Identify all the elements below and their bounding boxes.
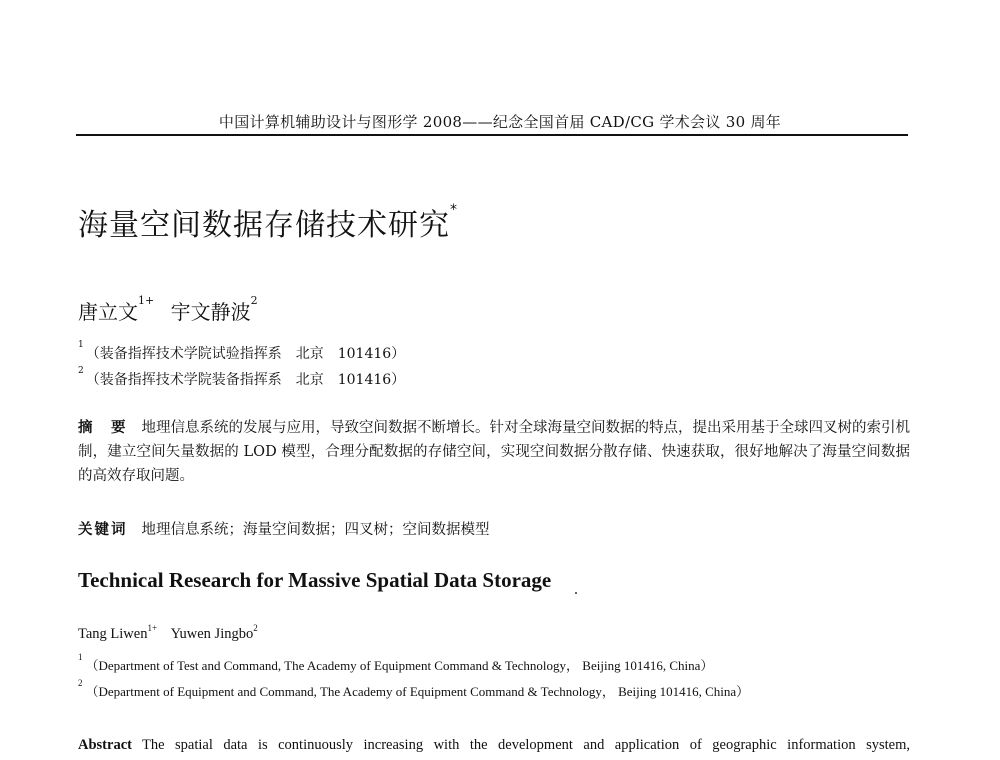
title-english: Technical Research for Massive Spatial Data Storage (78, 568, 552, 592)
affil-text: （装备指挥技术学院装备指挥系 北京 101416） (85, 372, 406, 388)
scan-speck (575, 592, 577, 594)
affil-mark: 1 (78, 340, 84, 350)
affil-text: （装备指挥技术学院试验指挥系 北京 101416） (85, 346, 406, 362)
author-name: 唐立文 (78, 300, 138, 324)
title-chinese (78, 200, 458, 244)
header-rule (76, 134, 908, 136)
affiliation-english (78, 678, 750, 700)
abstract-english (78, 737, 910, 754)
affil-mark: 1 (78, 652, 83, 662)
abstract-text: The spatial data is continuously increasing with the development and application of geographic information system, (141, 737, 910, 753)
author-affil-mark: 2 (250, 294, 258, 307)
author-affil-mark: 1+ (138, 294, 155, 307)
author-affil-mark: 1+ (147, 623, 158, 633)
author-name: 宇文静波 (170, 300, 251, 324)
abstract-label: Abstract (78, 737, 132, 753)
author-affil-mark: 2 (253, 623, 258, 633)
affil-text: （Department of Test and Command, The Academy of Equipment Command & Technology， Beijing 101416, China） (85, 658, 714, 673)
affiliation-chinese (78, 340, 406, 363)
authors-english (78, 623, 258, 643)
affil-text: （Department of Equipment and Command, The Academy of Equipment Command & Technology， Beijing 101416, China） (85, 684, 750, 699)
abstract-label: 摘 要 (78, 420, 128, 436)
affiliation-english (78, 652, 714, 674)
affil-mark: 2 (78, 678, 83, 688)
author-name: Tang Liwen (78, 626, 148, 642)
authors-chinese (78, 296, 258, 325)
affil-mark: 2 (78, 366, 84, 376)
title-footnote-mark: * (450, 202, 458, 218)
keywords-text: 地理信息系统；海量空间数据；四叉树；空间数据模型 (141, 522, 490, 538)
abstract-text: 地理信息系统的发展与应用，导致空间数据不断增长。针对全球海量空间数据的特点，提出采用基于全球四叉树的索引机制，建立空间矢量数据的 LOD 模型，合理分配数据的存储空间，实现空间数据分散存储、快速获取，很好地解决了海量空间数据的高效存取问题。 (78, 420, 910, 484)
title-chinese-text: 海量空间数据存储技术研究 (78, 208, 450, 243)
running-head: 中国计算机辅助设计与图形学 2008——纪念全国首届 CAD/CG 学术会议 30 周年 (218, 113, 782, 131)
keywords-chinese (78, 518, 490, 539)
abstract-chinese (78, 416, 910, 488)
author-name: Yuwen Jingbo (170, 626, 254, 642)
affiliation-chinese (78, 366, 406, 389)
keywords-label: 关键词 (78, 522, 128, 538)
